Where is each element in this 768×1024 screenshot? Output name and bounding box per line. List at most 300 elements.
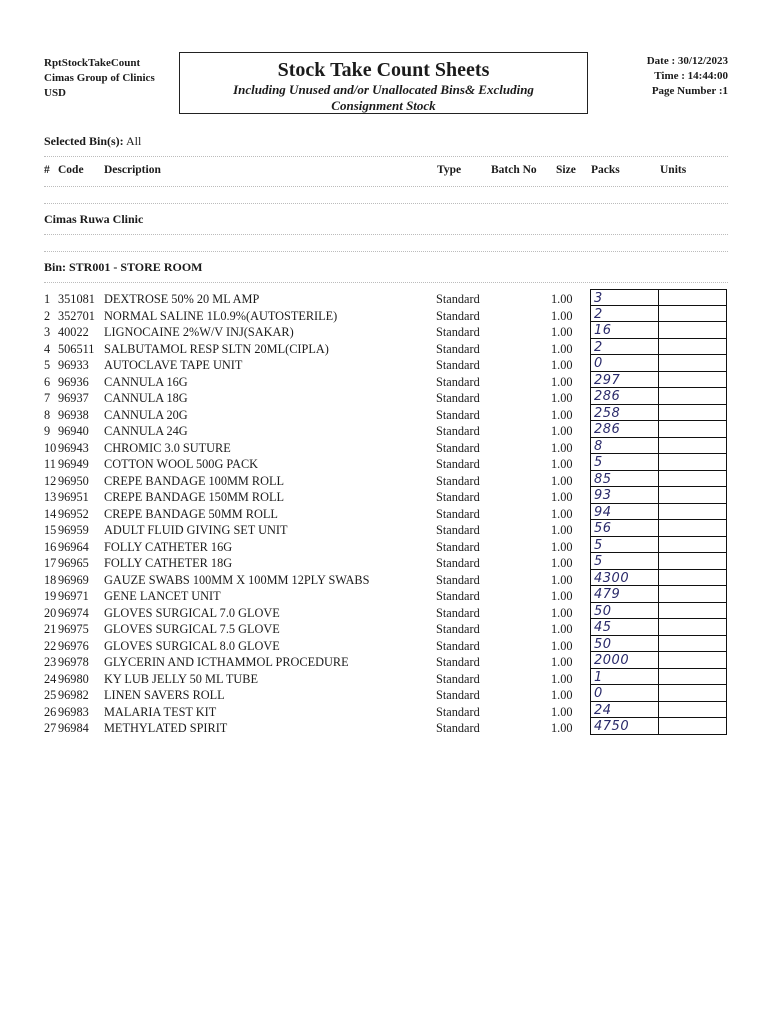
item-type: Standard: [436, 473, 480, 488]
row-number: 10: [44, 440, 57, 455]
grid-line: [658, 652, 659, 668]
packs-count: 50: [594, 636, 612, 652]
item-description: NORMAL SALINE 1L0.9%(AUTOSTERILE): [104, 308, 338, 323]
grid-line: [658, 537, 659, 553]
item-code: 96938: [58, 407, 89, 422]
packs-count: 93: [594, 488, 612, 503]
count-row: [590, 685, 727, 702]
row-number: 8: [44, 407, 51, 422]
grid-line: [658, 306, 659, 322]
packs-count: 5: [594, 455, 603, 470]
count-grid: [590, 289, 727, 735]
grid-line: [658, 339, 659, 355]
item-type: Standard: [436, 440, 480, 455]
item-code: 96933: [58, 358, 89, 372]
row-number: 22: [44, 638, 57, 653]
grid-line: [590, 718, 591, 734]
item-description: CANNULA 18G: [104, 391, 188, 405]
item-size: 1.00: [551, 358, 573, 372]
selected-bins: [44, 134, 141, 149]
count-row: [590, 619, 727, 636]
row-number: 1: [44, 292, 51, 306]
item-description: CANNULA 20G: [104, 407, 188, 422]
row-number: 6: [44, 374, 51, 389]
item-code: 96980: [58, 671, 89, 686]
grid-line: [658, 421, 659, 437]
item-description: CREPE BANDAGE 100MM ROLL: [104, 473, 285, 488]
packs-count: 286: [594, 389, 621, 404]
grid-line: [726, 636, 727, 652]
row-number: 3: [44, 325, 51, 339]
grid-line: [658, 322, 659, 338]
count-row: [590, 405, 727, 422]
grid-line: [658, 372, 659, 388]
count-row: [590, 586, 727, 603]
grid-line: [590, 603, 591, 619]
col-code: Code: [58, 164, 84, 176]
packs-count: 24: [594, 702, 612, 718]
item-description: CANNULA 24G: [104, 424, 188, 438]
grid-line: [726, 702, 727, 718]
packs-count: 50: [594, 603, 612, 619]
item-code: 96982: [58, 688, 89, 702]
grid-line: [590, 685, 591, 701]
count-row: [590, 306, 727, 323]
grid-line: [658, 685, 659, 701]
row-number: 27: [44, 721, 57, 735]
row-number: 5: [44, 358, 51, 372]
grid-line: [590, 619, 591, 635]
row-number: 20: [44, 605, 57, 620]
row-number: 14: [44, 506, 57, 521]
count-row: [590, 636, 727, 653]
grid-line: [590, 372, 591, 388]
grid-line: [658, 438, 659, 454]
row-number: 24: [44, 671, 57, 686]
grid-line: [658, 702, 659, 718]
item-description: DEXTROSE 50% 20 ML AMP: [104, 292, 260, 306]
selected-bins-label: Selected Bin(s):: [44, 134, 124, 148]
grid-line: [590, 388, 591, 404]
report-date: Date : 30/12/2023: [646, 55, 728, 67]
count-row: [590, 388, 727, 405]
count-row: [590, 339, 727, 356]
row-number: 25: [44, 688, 57, 702]
grid-line: [726, 669, 727, 685]
item-description: CREPE BANDAGE 150MM ROLL: [104, 490, 285, 504]
item-type: Standard: [436, 605, 480, 620]
grid-line: [726, 421, 727, 437]
packs-count: 1: [594, 669, 603, 685]
item-type: Standard: [436, 721, 480, 735]
grid-line: [726, 355, 727, 371]
item-size: 1.00: [551, 292, 573, 306]
divider: [44, 156, 728, 157]
grid-line: [658, 290, 659, 305]
item-type: Standard: [436, 325, 480, 339]
item-size: 1.00: [551, 688, 573, 702]
packs-count: 258: [594, 405, 621, 421]
report-name: RptStockTakeCount: [44, 57, 141, 69]
grid-line: [658, 355, 659, 371]
item-code: 96950: [58, 473, 89, 488]
count-row: [590, 487, 727, 504]
divider: [44, 251, 728, 252]
grid-line: [658, 487, 659, 503]
item-size: 1.00: [551, 572, 573, 587]
subtitle-line-1: Including Unused and/or Unallocated Bins& Excluding: [233, 82, 534, 97]
item-type: Standard: [436, 704, 480, 719]
col-num: #: [44, 164, 50, 176]
grid-line: [726, 570, 727, 586]
item-type: Standard: [436, 589, 480, 603]
item-code: 96983: [58, 704, 89, 719]
item-description: METHYLATED SPIRIT: [104, 721, 228, 735]
item-code: 96949: [58, 457, 89, 471]
item-description: GLOVES SURGICAL 7.5 GLOVE: [104, 622, 280, 636]
divider: [44, 186, 728, 187]
packs-count: 56: [594, 521, 612, 536]
packs-count: 2: [594, 339, 603, 355]
grid-line: [590, 586, 591, 602]
count-row: [590, 718, 727, 735]
item-type: Standard: [436, 556, 480, 570]
grid-line: [726, 388, 727, 404]
col-type: Type: [437, 164, 462, 176]
col-description: Description: [104, 164, 161, 176]
grid-line: [590, 355, 591, 371]
item-code: 96969: [58, 572, 89, 587]
page-number: Page Number :1: [651, 85, 728, 97]
grid-line: [726, 487, 727, 503]
row-number: 21: [44, 622, 57, 636]
item-type: Standard: [436, 506, 480, 521]
grid-line: [726, 454, 727, 470]
row-number: 16: [44, 539, 57, 554]
grid-line: [590, 454, 591, 470]
row-number: 15: [44, 523, 57, 537]
item-description: KY LUB JELLY 50 ML TUBE: [104, 671, 258, 686]
item-description: AUTOCLAVE TAPE UNIT: [104, 358, 243, 372]
grid-line: [658, 619, 659, 635]
item-code: 96959: [58, 523, 89, 537]
report-meta: [647, 54, 728, 99]
count-row: [590, 322, 727, 339]
item-type: Standard: [436, 655, 480, 669]
item-size: 1.00: [551, 424, 573, 438]
grid-line: [726, 603, 727, 619]
grid-line: [590, 487, 591, 503]
packs-count: 2: [594, 306, 603, 322]
packs-count: 297: [594, 372, 621, 388]
count-row: [590, 537, 727, 554]
item-type: Standard: [436, 622, 480, 636]
packs-count: 4750: [594, 719, 630, 734]
grid-line: [658, 586, 659, 602]
item-code: 352701: [58, 308, 95, 323]
item-type: Standard: [436, 391, 480, 405]
item-size: 1.00: [551, 721, 573, 735]
packs-count: 8: [594, 438, 603, 454]
item-description: ADULT FLUID GIVING SET UNIT: [104, 523, 288, 537]
count-row: [590, 289, 727, 306]
grid-line: [590, 322, 591, 338]
grid-line: [726, 537, 727, 553]
grid-line: [590, 504, 591, 520]
row-number: 18: [44, 572, 57, 587]
count-row: [590, 652, 727, 669]
item-code: 96952: [58, 506, 89, 521]
item-size: 1.00: [551, 308, 573, 323]
item-type: Standard: [436, 374, 480, 389]
grid-line: [658, 471, 659, 487]
grid-line: [726, 306, 727, 322]
grid-line: [726, 685, 727, 701]
item-type: Standard: [436, 407, 480, 422]
packs-count: 5: [594, 554, 603, 569]
grid-line: [658, 669, 659, 685]
item-type: Standard: [436, 539, 480, 554]
packs-count: 5: [594, 537, 603, 553]
count-row: [590, 603, 727, 620]
row-number: 11: [44, 457, 56, 471]
item-type: Standard: [436, 358, 480, 372]
packs-count: 94: [594, 504, 612, 520]
grid-line: [590, 702, 591, 718]
col-size: Size: [556, 164, 576, 176]
grid-line: [590, 570, 591, 586]
grid-line: [590, 537, 591, 553]
count-row: [590, 421, 727, 438]
subtitle-line-2: Consignment Stock: [331, 98, 436, 113]
item-code: 96976: [58, 638, 89, 653]
item-code: 96964: [58, 539, 89, 554]
item-code: 96978: [58, 655, 89, 669]
item-size: 1.00: [551, 655, 573, 669]
item-size: 1.00: [551, 589, 573, 603]
item-code: 96965: [58, 556, 89, 570]
packs-count: 16: [594, 323, 612, 338]
grid-line: [726, 322, 727, 338]
item-code: 96940: [58, 424, 89, 438]
grid-line: [658, 553, 659, 569]
item-type: Standard: [436, 490, 480, 504]
grid-line: [658, 520, 659, 536]
bin-heading: Bin: STR001 - STORE ROOM: [44, 260, 203, 274]
item-description: FOLLY CATHETER 16G: [104, 539, 233, 554]
item-description: GLOVES SURGICAL 7.0 GLOVE: [104, 605, 280, 620]
item-code: 96936: [58, 374, 89, 389]
item-description: GLOVES SURGICAL 8.0 GLOVE: [104, 638, 280, 653]
row-number: 9: [44, 424, 51, 438]
packs-count: 45: [594, 620, 612, 635]
item-type: Standard: [436, 638, 480, 653]
item-size: 1.00: [551, 457, 573, 471]
count-row: [590, 702, 727, 719]
divider: [44, 282, 728, 283]
grid-line: [726, 438, 727, 454]
item-description: MALARIA TEST KIT: [104, 704, 217, 719]
row-number: 23: [44, 655, 57, 669]
item-size: 1.00: [551, 704, 573, 719]
col-units: Units: [660, 164, 687, 176]
row-number: 4: [44, 341, 51, 356]
item-description: SALBUTAMOL RESP SLTN 20ML(CIPLA): [104, 341, 329, 356]
row-number: 26: [44, 704, 57, 719]
selected-bins-value: All: [126, 134, 142, 148]
grid-line: [726, 553, 727, 569]
grid-line: [590, 669, 591, 685]
item-code: 96974: [58, 605, 89, 620]
col-packs: Packs: [591, 164, 620, 176]
item-description: COTTON WOOL 500G PACK: [104, 457, 259, 471]
grid-line: [726, 290, 727, 305]
report-info: [44, 56, 155, 101]
item-size: 1.00: [551, 440, 573, 455]
count-row: [590, 471, 727, 488]
count-row: [590, 570, 727, 587]
packs-count: 0: [594, 686, 603, 701]
grid-line: [590, 290, 591, 305]
page-title: Stock Take Count Sheets: [277, 59, 490, 81]
item-description: LIGNOCAINE 2%W/V INJ(SAKAR): [104, 325, 294, 339]
row-number: 13: [44, 490, 57, 504]
packs-count: 2000: [594, 653, 630, 668]
clinic-name: Cimas Ruwa Clinic: [44, 212, 144, 226]
item-description: CREPE BANDAGE 50MM ROLL: [104, 506, 278, 521]
item-type: Standard: [436, 457, 480, 471]
item-size: 1.00: [551, 671, 573, 686]
count-row: [590, 438, 727, 455]
item-size: 1.00: [551, 325, 573, 339]
grid-line: [726, 405, 727, 421]
item-type: Standard: [436, 671, 480, 686]
grid-line: [658, 454, 659, 470]
item-code: 96975: [58, 622, 89, 636]
grid-line: [726, 619, 727, 635]
grid-line: [590, 636, 591, 652]
count-row: [590, 520, 727, 537]
packs-count: 3: [594, 291, 603, 306]
grid-line: [590, 471, 591, 487]
packs-count: 85: [594, 471, 612, 487]
divider: [44, 203, 728, 204]
count-row: [590, 372, 727, 389]
item-type: Standard: [436, 308, 480, 323]
packs-count: 0: [594, 356, 603, 371]
item-code: 96943: [58, 440, 89, 455]
item-size: 1.00: [551, 473, 573, 488]
grid-line: [590, 520, 591, 536]
item-size: 1.00: [551, 341, 573, 356]
item-type: Standard: [436, 424, 480, 438]
item-code: 96951: [58, 490, 89, 504]
grid-line: [590, 421, 591, 437]
grid-line: [590, 339, 591, 355]
currency: USD: [44, 87, 67, 99]
grid-line: [658, 388, 659, 404]
grid-line: [658, 603, 659, 619]
grid-line: [590, 652, 591, 668]
row-number: 7: [44, 391, 51, 405]
grid-line: [658, 636, 659, 652]
item-type: Standard: [436, 292, 480, 306]
item-code: 96971: [58, 589, 89, 603]
grid-line: [590, 553, 591, 569]
packs-count: 286: [594, 422, 621, 437]
item-size: 1.00: [551, 391, 573, 405]
item-description: GAUZE SWABS 100MM X 100MM 12PLY SWABS: [104, 572, 370, 587]
grid-line: [726, 586, 727, 602]
grid-line: [726, 652, 727, 668]
item-description: CANNULA 16G: [104, 374, 188, 389]
grid-line: [726, 372, 727, 388]
row-number: 2: [44, 308, 51, 323]
count-row: [590, 669, 727, 686]
count-row: [590, 504, 727, 521]
divider: [44, 234, 728, 235]
grid-line: [726, 520, 727, 536]
item-size: 1.00: [551, 506, 573, 521]
grid-line: [658, 405, 659, 421]
item-description: CHROMIC 3.0 SUTURE: [104, 440, 231, 455]
item-size: 1.00: [551, 556, 573, 570]
col-batch: Batch No: [491, 164, 537, 176]
grid-line: [726, 339, 727, 355]
item-size: 1.00: [551, 374, 573, 389]
count-row: [590, 355, 727, 372]
item-type: Standard: [436, 523, 480, 537]
grid-line: [590, 405, 591, 421]
packs-count: 4300: [594, 570, 630, 586]
item-type: Standard: [436, 688, 480, 702]
item-size: 1.00: [551, 605, 573, 620]
item-size: 1.00: [551, 539, 573, 554]
grid-line: [590, 306, 591, 322]
grid-line: [658, 718, 659, 734]
count-row: [590, 454, 727, 471]
row-number: 12: [44, 473, 57, 488]
item-code: 96937: [58, 391, 89, 405]
packs-count: 479: [594, 587, 621, 602]
grid-line: [658, 570, 659, 586]
grid-line: [658, 504, 659, 520]
item-description: GENE LANCET UNIT: [104, 589, 221, 603]
grid-line: [726, 504, 727, 520]
title-box: [179, 52, 588, 114]
item-size: 1.00: [551, 622, 573, 636]
item-type: Standard: [436, 572, 480, 587]
report-time: Time : 14:44:00: [654, 70, 728, 82]
item-size: 1.00: [551, 523, 573, 537]
item-code: 96984: [58, 721, 89, 735]
item-type: Standard: [436, 341, 480, 356]
item-code: 506511: [58, 341, 95, 356]
item-description: LINEN SAVERS ROLL: [104, 688, 225, 702]
item-description: FOLLY CATHETER 18G: [104, 556, 233, 570]
item-code: 40022: [58, 325, 89, 339]
row-number: 19: [44, 589, 57, 603]
row-number: 17: [44, 556, 57, 570]
count-row: [590, 553, 727, 570]
company-name: Cimas Group of Clinics: [44, 72, 155, 84]
grid-line: [726, 471, 727, 487]
item-size: 1.00: [551, 638, 573, 653]
item-size: 1.00: [551, 490, 573, 504]
item-size: 1.00: [551, 407, 573, 422]
item-code: 351081: [58, 292, 95, 306]
grid-line: [726, 718, 727, 734]
